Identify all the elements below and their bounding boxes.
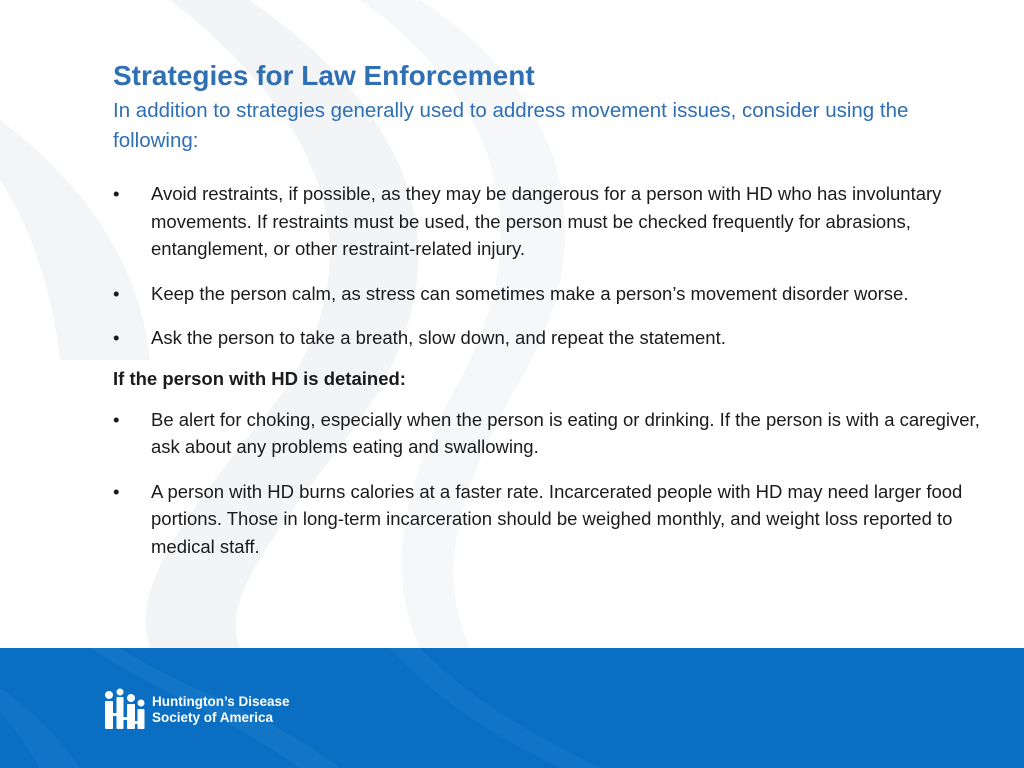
bullet-text: A person with HD burns calories at a faster rate. Incarcerated people with HD may need larger food portions. Those in long-term incarceration should be weighed monthly, and weight loss reported to medical staff. xyxy=(151,480,963,557)
bullet-text: Be alert for choking, especially when the person is eating or drinking. If the person is with a caregiver, ask about any problems eating and swallowing. xyxy=(151,408,980,457)
hdsa-logo-icon xyxy=(102,688,146,732)
section-heading-detained: If the person with HD is detained: xyxy=(113,367,406,389)
slide-title: Strategies for Law Enforcement xyxy=(113,60,535,91)
bullet-icon: • xyxy=(113,282,120,304)
bullet-list-strategies xyxy=(113,180,993,352)
bullet-list-detained xyxy=(113,406,993,561)
list-item xyxy=(113,478,993,561)
list-item xyxy=(113,406,993,461)
bullet-icon: • xyxy=(113,480,120,502)
bullet-text: Keep the person calm, as stress can sometimes make a person’s movement disorder worse. xyxy=(151,282,909,304)
bullet-icon: • xyxy=(113,183,120,204)
bullet-text: Ask the person to take a breath, slow down, and repeat the statement. xyxy=(151,327,726,348)
logo-line-1: Huntington’s Disease xyxy=(152,694,290,709)
logo-line-2: Society of America xyxy=(152,710,274,725)
slide-content xyxy=(113,58,993,577)
bullet-icon: • xyxy=(113,408,120,430)
bullet-icon: • xyxy=(113,327,120,348)
list-item xyxy=(113,280,993,308)
footer-bar xyxy=(0,648,1024,768)
list-item xyxy=(113,324,993,352)
hdsa-logo-text xyxy=(152,694,290,726)
list-item xyxy=(113,180,993,263)
bullet-text: Avoid restraints, if possible, as they may be dangerous for a person with HD who has involuntary movements. If restraints must be used, the person must be checked frequently for abrasions, entanglement, or other restraint-related injury. xyxy=(151,183,942,259)
hdsa-logo xyxy=(102,688,290,732)
slide-subtitle: In addition to strategies generally used to address movement issues, consider using the following: xyxy=(113,99,909,152)
